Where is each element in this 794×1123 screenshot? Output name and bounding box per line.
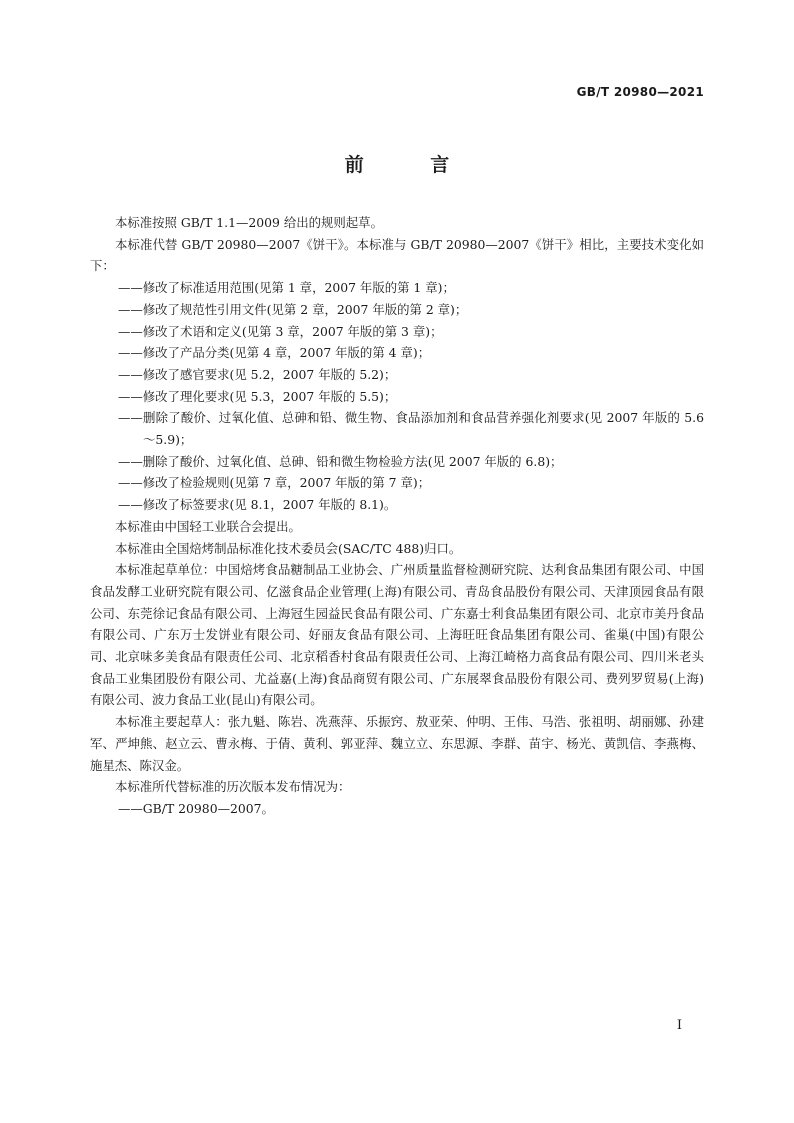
paragraph-proposer: 本标准由中国轻工业联合会提出。: [115, 518, 301, 534]
paragraph-drafting-units: 本标准起草单位：中国焙烤食品糖制品工业协会、广州质量监督检测研究院、达利食品集团有限公司、中国食品发酵工业研究院有限公司、亿滋食品企业管理(上海)有限公司、青岛食品股份有限公司、天津顶园食品有限公司、东莞徐记食品有限公司、上海冠生园益民食品有限公司、广东嘉士利食品集团有限公司、北京市美丹食品有限公司、广东万士发饼业有限公司、好丽友食品有限公司、上海旺旺食品集团有限公司、雀巢(中国)有限公司、北京味多美食品有限责任公司、北京稻香村食品有限责任公司、上海江崎格力高食品有限公司、四川米老头食品工业集团股份有限公司、尤益嘉(上海)食品商贸有限公司、广东展翠食品股份有限公司、费列罗贸易(上海)有限公司、波力食品工业(昆山)有限公司。: [90, 562, 704, 708]
list-item: ——修改了理化要求(见 5.3，2007 年版的 5.5)；: [118, 388, 397, 404]
list-item: ——修改了感官要求(见 5.2，2007 年版的 5.2)；: [118, 366, 397, 382]
paragraph-history-intro: 本标准所代替标准的历次版本发布情况为：: [115, 779, 351, 795]
foreword-body: [90, 212, 704, 820]
page-title: 前 言: [344, 154, 480, 176]
page-number: I: [676, 1018, 682, 1033]
list-item: ——修改了标准适用范围(见第 1 章，2007 年版的第 1 章)；: [118, 280, 455, 296]
paragraph-replacement: 本标准代替 GB/T 20980—2007《饼干》。本标准与 GB/T 20980—2007《饼干》相比，主要技术变化如下：: [90, 236, 704, 274]
list-item: ——修改了规范性引用文件(见第 2 章，2007 年版的第 2 章)；: [118, 301, 468, 317]
list-item: ——修改了检验规则(见第 7 章，2007 年版的第 7 章)；: [118, 475, 431, 491]
list-item: ——修改了术语和定义(见第 3 章，2007 年版的第 3 章)；: [118, 323, 443, 339]
list-item: ——删除了酸价、过氧化值、总砷、铅和微生物检验方法(见 2007 年版的 6.8)；: [118, 453, 563, 469]
list-item-history: ——GB/T 20980—2007。: [118, 800, 274, 816]
list-item: ——删除了酸价、过氧化值、总砷和铅、微生物、食品添加剂和食品营养强化剂要求(见 2007 年版的 5.6～5.9)；: [118, 410, 704, 448]
paragraph-committee: 本标准由全国焙烤制品标准化技术委员会(SAC/TC 488)归口。: [115, 540, 462, 556]
list-item: ——修改了标签要求(见 8.1，2007 年版的 8.1)。: [118, 497, 397, 513]
paragraph-drafting-rules: 本标准按照 GB/T 1.1—2009 给出的规则起草。: [115, 215, 383, 230]
paragraph-drafters: 本标准主要起草人：张九魁、陈岩、冼燕萍、乐振窍、敖亚荣、仲明、王伟、马浩、张祖明、胡丽娜、孙建军、严坤熊、赵立云、曹永梅、于倩、黄利、郭亚萍、魏立立、东思源、李群、苗宇、杨光、黄凯信、李燕梅、施星杰、陈汉金。: [90, 714, 704, 773]
standard-number: GB/T 20980—2021: [576, 85, 704, 99]
list-item: ——修改了产品分类(见第 4 章，2007 年版的第 4 章)；: [118, 345, 431, 361]
